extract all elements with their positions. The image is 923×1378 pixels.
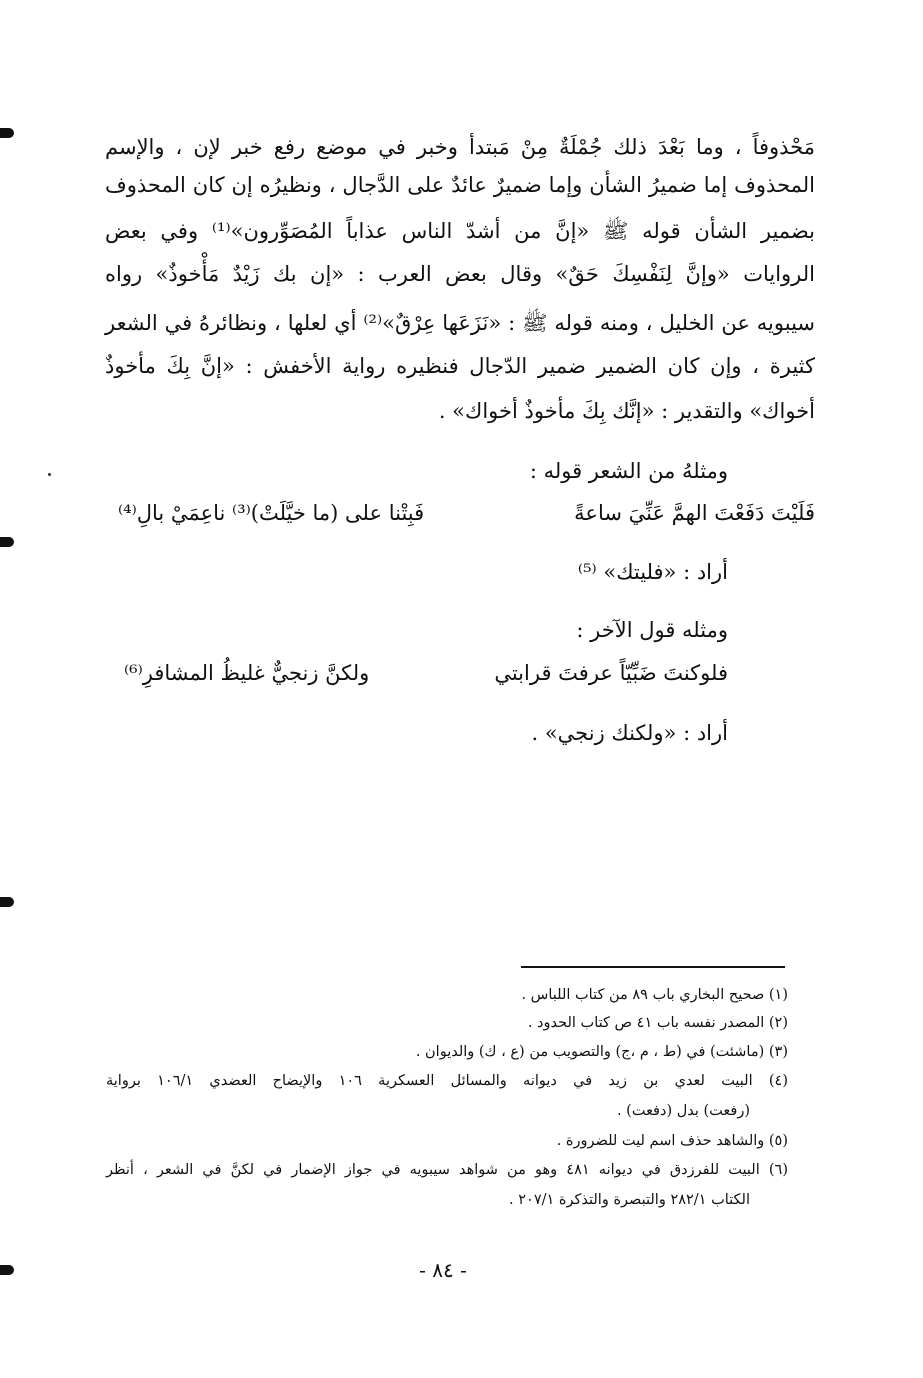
body-line: بضمير الشأن قوله ﷺ «إنَّ من أشدّ الناس عذاباً المُصَوِّرون»⁽¹⁾ وفي بعض (105, 219, 815, 243)
body-line: الروايات «وإنَّ لِنَفْسِكَ حَقٌ» وقال بعض العرب : «إن بك زَيْدٌ مَأْخوذٌ» رواه (105, 262, 815, 286)
body-line: مَحْذوفاً ، وما بَعْدَ ذلك جُمْلَةٌ مِنْ مَبتدأ وخبر في موضع رفع خبر لإن ، والإسم (105, 135, 815, 159)
page-number: - ٨٤ - (419, 1258, 467, 1282)
footnote: (٤) البيت لعدي بن زيد في ديوانه والمسائل العسكرية ١٠٦ والإيضاح العضدي ١٠٦/١ برواية (106, 1073, 788, 1089)
scan-speck (48, 473, 51, 476)
footnote-continuation: (رفعت) بدل (دفعت) . (616, 1103, 750, 1119)
poetry-intro: ومثله قول الآخر : (576, 618, 728, 642)
footnote: (٦) البيت للفرزدق في ديوانه ٤٨١ وهو من شواهد سيبويه في جواز الإضمار في لكنَّ في الشعر ، أنظر (106, 1162, 788, 1178)
body-line: المحذوف إما ضميرُ الشأن وإما ضميرٌ عائدٌ على الدَّجال ، ونظيرُه إن كان المحذوف (105, 173, 815, 197)
scan-mark (0, 897, 14, 907)
verse-hemistich-right: فلوكنتَ ضَبِّيّاً عرفتَ قرابتي (494, 661, 728, 685)
murad-line: أراد : «ولكنك زنجي» . (531, 721, 728, 745)
scan-mark (0, 537, 14, 547)
scan-mark (0, 128, 14, 138)
body-line: كثيرة ، وإن كان الضمير ضمير الدّجال فنظيره رواية الأخفش : «إنَّ بِكَ مأخوذٌ (105, 354, 815, 378)
murad-line: أراد : «فليتك» ⁽⁵⁾ (577, 560, 728, 584)
footnote-separator (521, 966, 785, 968)
footnote: (٢) المصدر نفسه باب ٤١ ص كتاب الحدود . (527, 1015, 788, 1031)
footnote: (٥) والشاهد حذف اسم ليت للضرورة . (556, 1133, 788, 1149)
footnote-continuation: الكتاب ٢٨٢/١ والتبصرة والتذكرة ٢٠٧/١ . (509, 1192, 750, 1208)
verse-hemistich-left: ولكنَّ زنجيٌّ غليظُ المشافرِ⁽⁶⁾ (124, 661, 370, 685)
verse-hemistich-left: فَبِتْنا على (ما خيَّلَتْ)⁽³⁾ ناعِمَيْ بالِ⁽⁴⁾ (118, 501, 425, 525)
body-line: أخواك» والتقدير : «إنَّك بِكَ مأخوذٌ أخواك» . (438, 399, 815, 423)
body-line: سيبويه عن الخليل ، ومنه قوله ﷺ : «نَزَعَها عِرْقٌ»⁽²⁾ أي لعلها ، ونظائرهُ في الشعر (105, 311, 815, 335)
footnote: (٣) (ماشئت) في (ط ، م ،ج) والتصويب من (ع ، ك) والديوان . (415, 1044, 788, 1060)
poetry-intro: ومثلهُ من الشعر قوله : (529, 459, 728, 483)
scan-mark (0, 1265, 14, 1275)
footnote: (١) صحيح البخاري باب ٨٩ من كتاب اللباس . (521, 987, 788, 1003)
verse-hemistich-right: فَلَيْتَ دَفَعْتَ الهمَّ عَنِّيَ ساعةً (574, 501, 815, 525)
